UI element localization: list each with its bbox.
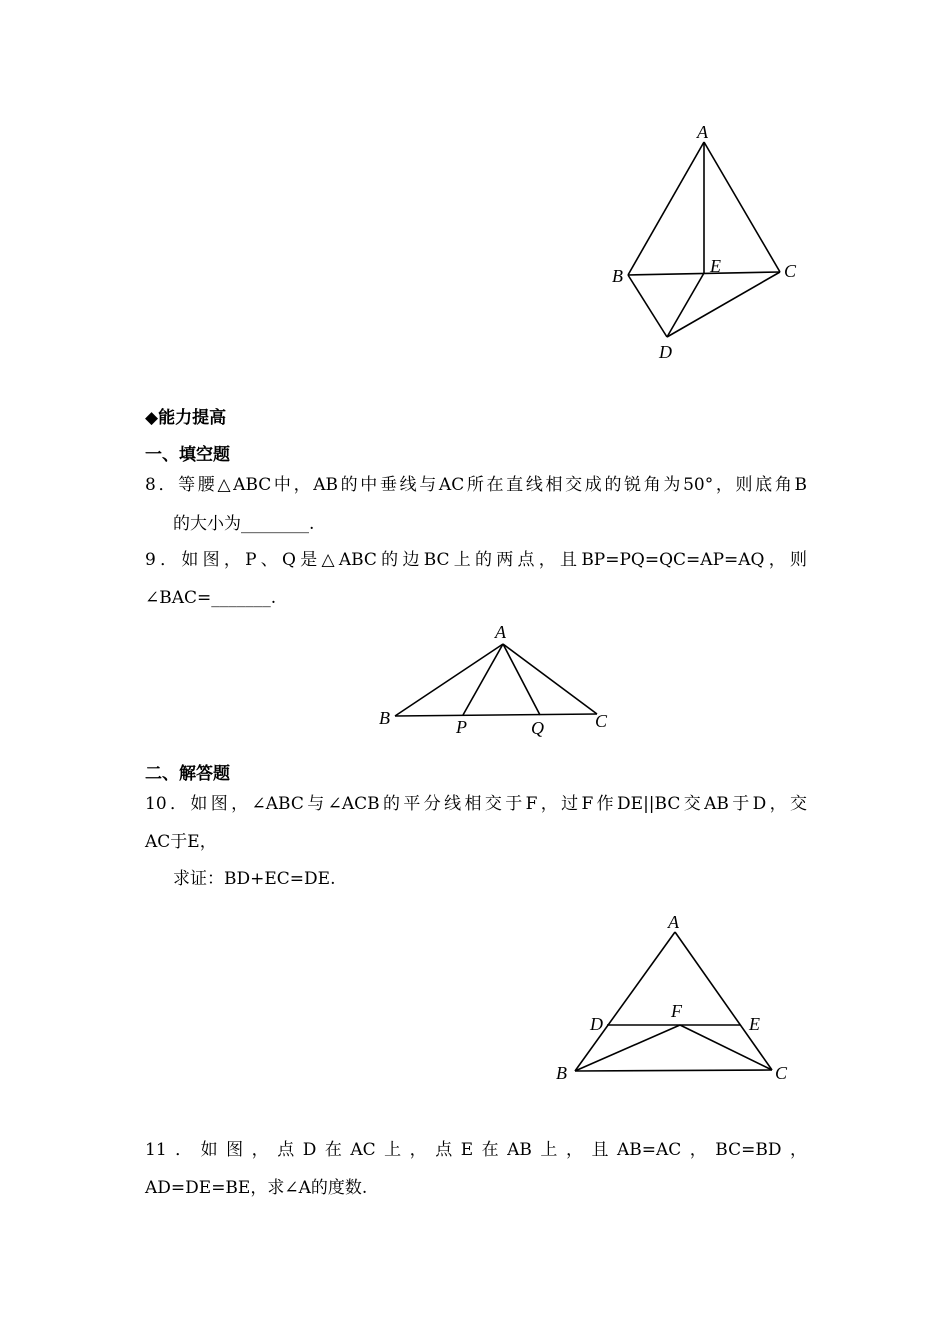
question-8-line-2: 的大小为________. <box>173 514 315 534</box>
fig1-label-E: E <box>710 256 721 276</box>
question-9-line-2: ∠BAC=_______. <box>145 588 277 608</box>
question-9-line-1: 9．如图，P、Q是△ABC的边BC上的两点，且BP=PQ=QC=AP=AQ，则 <box>145 550 807 570</box>
fig3-segment-AC <box>675 932 772 1070</box>
fig3-segment-BC <box>575 1070 772 1071</box>
section-fill-blank: 一、填空题 <box>145 445 230 465</box>
fig1-segment-AB <box>628 142 704 275</box>
fig1-label-C: C <box>784 261 797 281</box>
figure-1 <box>600 118 820 368</box>
fig1-segment-BD <box>628 275 667 337</box>
section-ability: ◆能力提高 <box>145 408 227 428</box>
figure-3 <box>550 910 800 1085</box>
fig2-segment-BC <box>395 714 597 716</box>
fig2-label-B: B <box>379 708 390 728</box>
section-solve: 二、解答题 <box>145 764 230 784</box>
question-10-line-3: 求证：BD+EC=DE. <box>173 869 336 889</box>
question-8-line-1: 8．等腰△ABC中，AB的中垂线与AC所在直线相交成的锐角为50°，则底角B <box>145 475 807 495</box>
fig3-label-C: C <box>775 1063 788 1083</box>
figure-2 <box>370 618 620 740</box>
fig3-label-F: F <box>671 1001 682 1021</box>
fig3-label-E: E <box>749 1014 760 1034</box>
fig2-label-P: P <box>456 717 467 737</box>
question-11-line-2: AD=DE=BE，求∠A的度数. <box>145 1178 368 1198</box>
fig3-label-B: B <box>556 1063 567 1083</box>
fig2-segment-AQ <box>503 644 540 715</box>
fig3-label-A: A <box>668 912 679 932</box>
fig2-segment-AC <box>503 644 597 714</box>
fig2-segment-AB <box>395 644 503 716</box>
fig3-label-D: D <box>590 1014 603 1034</box>
fig2-label-C: C <box>595 711 608 731</box>
fig1-label-A: A <box>697 122 708 142</box>
question-10-line-2: AC于E， <box>145 832 217 852</box>
fig2-label-Q: Q <box>531 718 544 738</box>
question-11-line-1: 11．如图，点D在AC上，点E在AB上，且AB=AC，BC=BD， <box>145 1140 807 1160</box>
fig2-segment-AP <box>463 644 503 715</box>
fig1-segment-DC <box>667 272 780 337</box>
fig1-segment-AC <box>704 142 780 272</box>
fig1-label-B: B <box>612 266 623 286</box>
fig2-label-A: A <box>495 622 506 642</box>
question-10-line-1: 10．如图，∠ABC与∠ACB的平分线相交于F，过F作DE||BC交AB于D，交 <box>145 794 807 814</box>
fig1-label-D: D <box>659 342 672 362</box>
fig3-segment-AB <box>575 932 675 1071</box>
fig1-segment-DE <box>667 273 704 337</box>
